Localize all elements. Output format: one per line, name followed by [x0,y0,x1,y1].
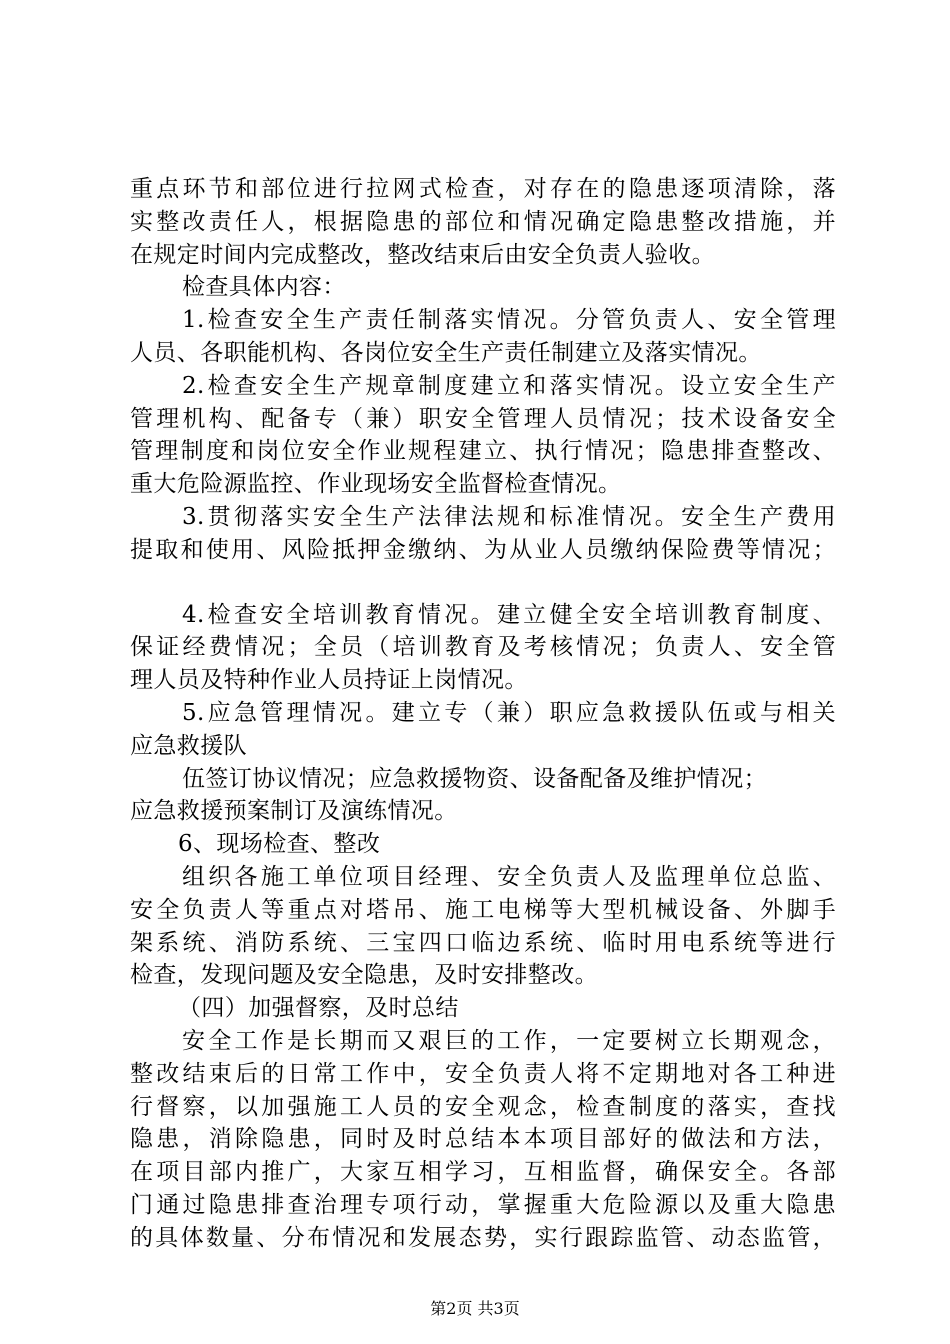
text-line: 实整改责任人，根据隐患的部位和情况确定隐患整改措施，并 [130,208,836,235]
text-line: 伍签订协议情况；应急救援物资、设备配备及维护情况； [182,765,767,792]
section-heading: （四）加强督察，及时总结 [178,995,459,1022]
text-line: 检查，发现问题及安全隐患，及时安排整改。 [130,962,598,989]
text-line: 安全工作是长期而又艰巨的工作，一定要树立长期观念， [182,1027,836,1054]
page-number-footer: 第2页 共3页 [430,1299,520,1318]
text-line: 4.检查安全培训教育情况。建立健全安全培训教育制度、 [182,601,836,628]
paragraph-gap [130,567,836,599]
text-line: 管理制度和岗位安全作业规程建立、执行情况；隐患排查整改、 [130,438,836,465]
text-line: 整改结束后的日常工作中，安全负责人将不定期地对各工种进 [130,1060,836,1087]
text-line: 重点环节和部位进行拉网式检查，对存在的隐患逐项清除，落 [130,176,836,202]
text-line: 管理机构、配备专（兼）职安全管理人员情况；技术设备安全 [130,405,836,432]
text-line: 提取和使用、风险抵押金缴纳、为从业人员缴纳保险费等情况； [130,536,836,563]
text-line: 检查具体内容： [182,274,346,301]
section-heading: 6、现场检查、整改 [178,831,381,858]
text-line: 应急救援预案制订及演练情况。 [130,798,458,825]
text-line: 门通过隐患排查治理专项行动，掌握重大危险源以及重大隐患 [130,1191,836,1218]
text-line: 1.检查安全生产责任制落实情况。分管负责人、安全管理 [182,307,836,334]
text-line: 隐患，消除隐患，同时及时总结本本项目部好的做法和方法， [130,1126,836,1153]
text-line: 安全负责人等重点对塔吊、施工电梯等大型机械设备、外脚手 [130,896,836,923]
text-line: 5.应急管理情况。建立专（兼）职应急救援队伍或与相关 [182,699,836,726]
text-line: 保证经费情况；全员（培训教育及考核情况；负责人、安全管 [130,634,836,661]
text-line: 理人员及特种作业人员持证上岗情况。 [130,667,528,694]
text-line: 在规定时间内完成整改，整改结束后由安全负责人验收。 [130,241,715,268]
body-text [130,173,836,1255]
text-line: 的具体数量、分布情况和发展态势，实行跟踪监管、动态监管， [130,1224,836,1251]
text-line: 行督察，以加强施工人员的安全观念，检查制度的落实，查找 [130,1093,836,1120]
text-line: 应急救援队 [130,732,247,759]
text-line: 重大危险源监控、作业现场安全监督检查情况。 [130,471,622,498]
text-line: 架系统、消防系统、三宝四口临边系统、临时用电系统等进行 [130,929,836,956]
text-line: 2.检查安全生产规章制度建立和落实情况。设立安全生产 [182,372,836,399]
text-line: 组织各施工单位项目经理、安全负责人及监理单位总监、 [182,863,836,890]
text-line: 在项目部内推广，大家互相学习，互相监督，确保安全。各部 [130,1159,836,1186]
text-line: 3.贯彻落实安全生产法律法规和标准情况。安全生产费用 [182,503,836,530]
text-line: 人员、各职能机构、各岗位安全生产责任制建立及落实情况。 [130,339,762,366]
